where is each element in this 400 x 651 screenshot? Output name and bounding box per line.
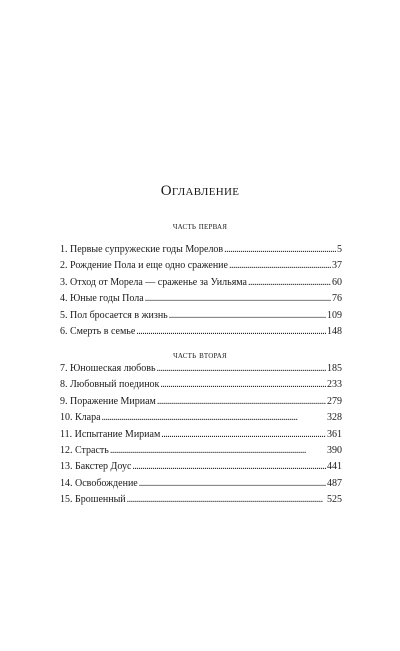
part-two-entries bbox=[60, 361, 342, 509]
toc-entry[interactable] bbox=[60, 308, 342, 324]
page-number: 361 bbox=[327, 428, 342, 440]
dot-leader bbox=[136, 324, 326, 340]
entry-title: 10. Клара bbox=[60, 412, 101, 424]
toc-entry[interactable] bbox=[60, 394, 342, 410]
dot-leader bbox=[248, 275, 331, 291]
part-one-heading: часть первая bbox=[172, 221, 228, 232]
page-number: 233 bbox=[327, 379, 342, 391]
entry-title: 1. Первые супружеские годы Морелов bbox=[60, 244, 224, 255]
entry-title: 11. Испытание Мириам bbox=[60, 428, 161, 440]
entry-title: 7. Юношеская любовь bbox=[60, 363, 156, 374]
page-number: 5 bbox=[337, 244, 342, 255]
toc-entry[interactable] bbox=[60, 459, 342, 475]
entry-title: 6. Смерть в семье bbox=[60, 325, 136, 337]
entry-title: 4. Юные годы Пола bbox=[60, 293, 144, 305]
page-number: 441 bbox=[327, 461, 342, 473]
page-number: 148 bbox=[327, 325, 342, 337]
dot-leader bbox=[127, 492, 326, 508]
dot-leader bbox=[157, 361, 326, 377]
page-number: 37 bbox=[332, 260, 342, 272]
page-number: 60 bbox=[332, 276, 342, 288]
page-number: 390 bbox=[327, 444, 342, 456]
toc-entry[interactable] bbox=[60, 275, 342, 291]
page-number: 76 bbox=[332, 293, 342, 305]
page-number: 525 bbox=[327, 494, 342, 506]
toc-entry[interactable] bbox=[60, 361, 342, 377]
dot-leader bbox=[160, 377, 326, 393]
part-two-heading: часть вторая bbox=[173, 350, 227, 361]
dot-leader bbox=[139, 476, 326, 492]
entry-title: 5. Пол бросается в жизнь bbox=[60, 309, 168, 321]
toc-entry[interactable] bbox=[60, 443, 342, 459]
toc-entry[interactable] bbox=[60, 291, 342, 307]
toc-entry[interactable] bbox=[60, 410, 342, 426]
entry-title: 2. Рождение Пола и еще одно сражение bbox=[60, 260, 228, 272]
page-number: 109 bbox=[327, 309, 342, 321]
page-number: 328 bbox=[327, 412, 342, 424]
toc-entry[interactable] bbox=[60, 377, 342, 393]
entry-title: 3. Отход от Морела — сраженье за Уильяма bbox=[60, 276, 247, 288]
page-number: 279 bbox=[327, 395, 342, 407]
toc-entry[interactable] bbox=[60, 427, 342, 443]
dot-leader bbox=[145, 291, 331, 307]
dot-leader bbox=[110, 443, 326, 459]
page-number: 185 bbox=[327, 363, 342, 374]
dot-leader bbox=[169, 308, 326, 324]
page-number: 487 bbox=[327, 477, 342, 489]
entry-title: 12. Страсть bbox=[60, 444, 109, 456]
toc-entry[interactable] bbox=[60, 492, 342, 508]
entry-title: 9. Поражение Мириам bbox=[60, 395, 156, 407]
dot-leader bbox=[132, 459, 326, 475]
dot-leader bbox=[102, 410, 326, 426]
toc-entry[interactable] bbox=[60, 242, 342, 258]
toc-entry[interactable] bbox=[60, 476, 342, 492]
entry-title: 15. Брошенный bbox=[60, 494, 126, 506]
dot-leader bbox=[224, 242, 336, 258]
dot-leader bbox=[229, 258, 331, 274]
dot-leader bbox=[157, 394, 326, 410]
part-one-entries bbox=[60, 242, 342, 340]
entry-title: 13. Бакстер Доус bbox=[60, 461, 132, 473]
toc-entry[interactable] bbox=[60, 324, 342, 340]
toc-title: Оглавление bbox=[160, 183, 240, 199]
entry-title: 8. Любовный поединок bbox=[60, 379, 160, 391]
dot-leader bbox=[161, 427, 326, 443]
entry-title: 14. Освобождение bbox=[60, 477, 138, 489]
toc-entry[interactable] bbox=[60, 258, 342, 274]
